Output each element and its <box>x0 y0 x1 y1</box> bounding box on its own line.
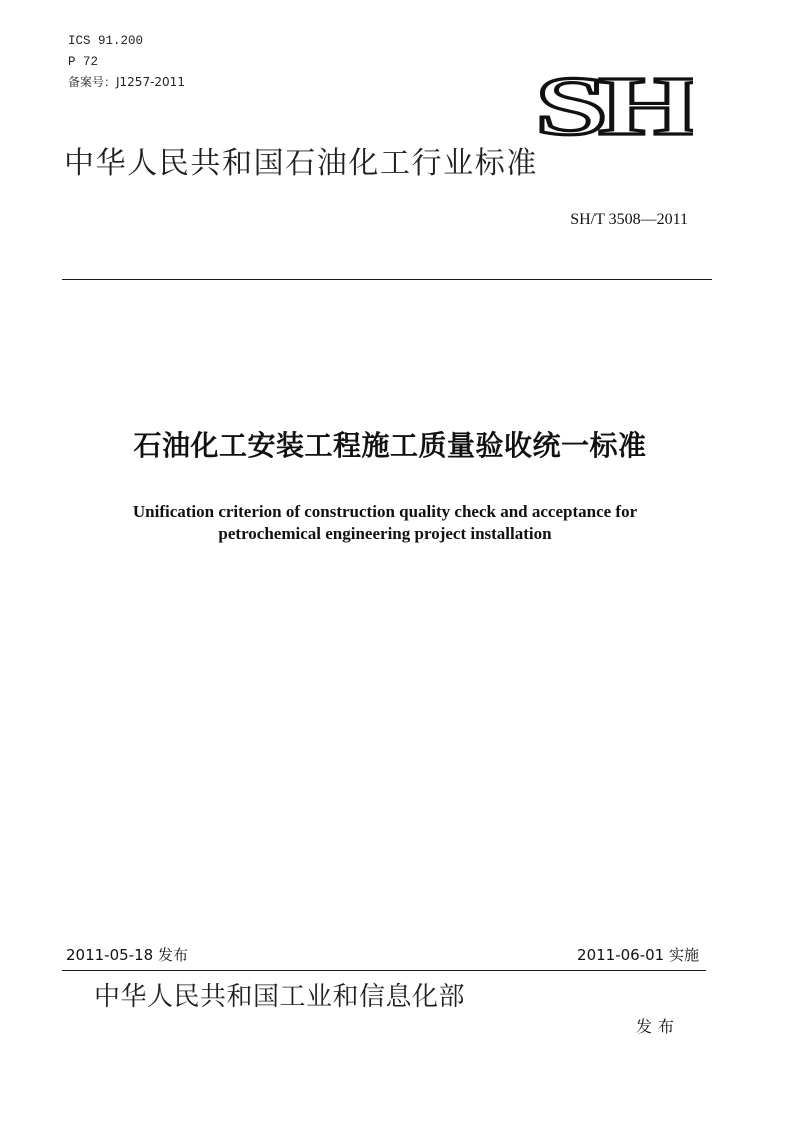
sh-logo <box>533 70 693 140</box>
category-code: P 72 <box>68 55 99 69</box>
footer-divider <box>62 970 706 971</box>
issuing-authority: 中华人民共和国工业和信息化部 <box>94 982 466 1012</box>
ics-code: ICS 91.200 <box>68 34 144 48</box>
standard-type-heading: 中华人民共和国石油化工行业标准 <box>64 146 538 181</box>
document-title-en-line1: Unification criterion of construction quality check and acceptance for <box>132 502 638 521</box>
document-title-en-line2: petrochemical engineering project installation <box>218 524 552 543</box>
issuing-action: 发布 <box>636 1017 681 1036</box>
implementation-date: 2011-06-01 实施 <box>577 946 699 964</box>
release-date: 2011-05-18 发布 <box>66 946 188 964</box>
standard-code: SH/T 3508—2011 <box>570 211 688 228</box>
document-title-cn: 石油化工安装工程施工质量验收统一标准 <box>133 429 647 462</box>
header-divider <box>62 279 712 280</box>
sh-logo-text: SH <box>535 70 693 140</box>
filing-number: 备案号：J1257-2011 <box>68 75 185 89</box>
